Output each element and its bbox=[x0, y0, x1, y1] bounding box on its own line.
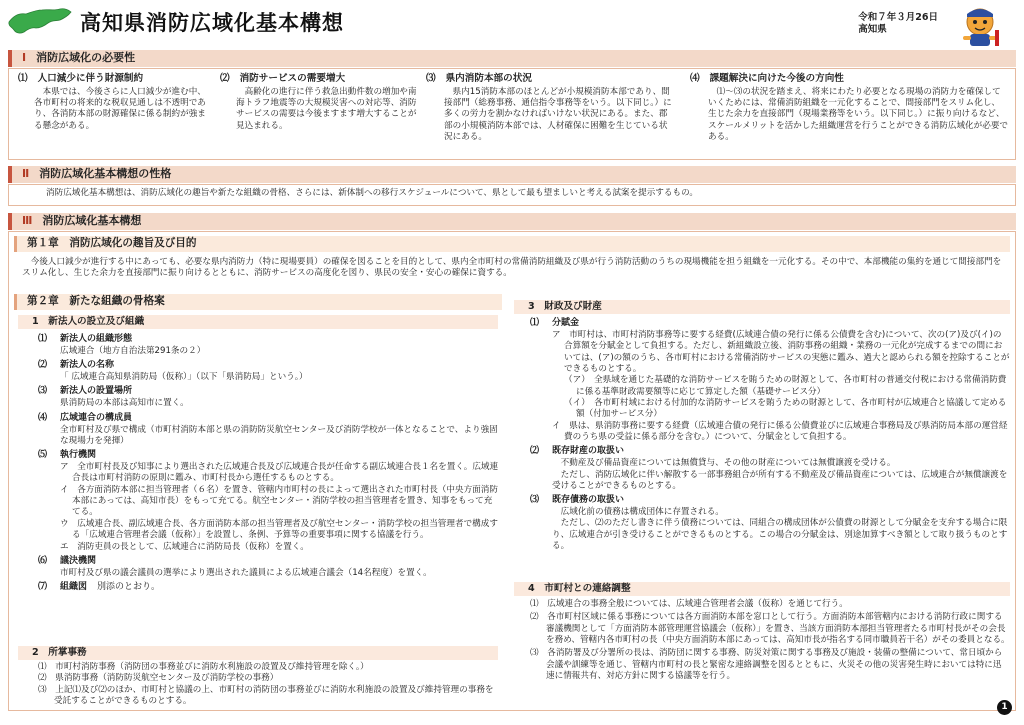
subsection-1-header: 1 新法人の設立及び組織 bbox=[18, 315, 498, 329]
item-body: ⑴～⑶の状況を踏まえ、将来にわたり必要となる現場の消防力を確保していくためには、常備消防組織を一元化することで、間接部門をスリム化し、生じた余力を直接部門（現場業務等をいう。以下同じ。）に振り向けるなど、スケールメリットを活かした組織運営を行うことができる消防広域化が必要である。 bbox=[708, 86, 1009, 143]
item-heading: 県内消防本部の状況 bbox=[445, 73, 532, 84]
item-heading: 新法人の組織形態 bbox=[60, 334, 133, 344]
item-number: ⑶ bbox=[38, 386, 48, 397]
list-item bbox=[38, 673, 500, 684]
section-3-header bbox=[8, 213, 1016, 230]
item-body: 本県では、今後さらに人口減少が進む中、各市町村の将来的な税収見通しは不透明であり、各消防本部の財源確保に係る制約が強まる懸念がある。 bbox=[34, 86, 206, 131]
date-block bbox=[858, 12, 938, 37]
item-body: 広域連合の事務全般については、広域連合管理者会議（仮称）を通じて行う。 bbox=[547, 599, 848, 609]
item-heading: 組織図 bbox=[60, 582, 88, 593]
item-number: ⑵ bbox=[530, 446, 540, 457]
item-body-1: 不動産及び備品資産については無償貸与、その他の財産については無償譲渡を受ける。 bbox=[560, 458, 896, 469]
item-number: ⑴ bbox=[38, 662, 47, 672]
chapter-1-header: 第１章 消防広域化の趣旨及び目的 bbox=[14, 236, 1010, 252]
subsection-3-body bbox=[530, 318, 1010, 552]
item-body-u: ウ 広域連合長、副広域連合長、各方面消防本部の担当管理者及び航空センター・消防学校の担当管理者で構成する「広域連合管理者会議（仮称）」を設置し、条例、予算等の重要事項に関する協議を行う。 bbox=[60, 518, 498, 541]
item-number: ⑴ bbox=[38, 334, 48, 344]
item-body: 各市町村区域に係る事務については各方面消防本部を窓口として行う。方面消防本部管轄内における消防行政に関する審議機関として「方面消防本部管理運営協議会（仮称）」を置き、当該方面消防本部担当管理者たる市町村長がその会長を務め、管轄内各市町村の長（中央方面消防本部にあっては、高知市長が指名する同市職員若干名）がその委員となる。 bbox=[546, 612, 1010, 646]
section-2-header bbox=[8, 166, 1016, 183]
item-number: ⑶ bbox=[530, 648, 539, 659]
item-number: ⑵ bbox=[38, 673, 47, 684]
section-1-col-3 bbox=[426, 73, 676, 143]
item-heading: 人口減少に伴う財源制約 bbox=[37, 73, 144, 84]
list-item bbox=[38, 582, 500, 594]
item-body: 上記⑴及び⑵のほか、市町村と協議の上、市町村の消防団の事務並びに消防水利施設の設置及び維持管理の事務を受託することができるものとする。 bbox=[54, 684, 494, 707]
item-number: ⑵ bbox=[38, 360, 48, 371]
mascot-icon bbox=[950, 4, 1010, 50]
item-heading: 新法人の設置場所 bbox=[60, 386, 133, 397]
list-item bbox=[530, 495, 1010, 552]
list-item bbox=[38, 662, 500, 673]
kochi-map-icon bbox=[6, 6, 74, 36]
chapter-2-header: 第２章 新たな組織の骨格案 bbox=[14, 294, 502, 310]
subsection-1-body bbox=[38, 334, 500, 594]
item-number: ⑷ bbox=[38, 412, 48, 423]
page-title: 高知県消防広域化基本構想 bbox=[80, 11, 344, 35]
item-number: ⑴ bbox=[530, 318, 540, 328]
item-heading: 議決機関 bbox=[60, 555, 97, 566]
item-number: ⑺ bbox=[38, 582, 48, 593]
list-item bbox=[38, 685, 500, 708]
item-heading: 分賦金 bbox=[552, 318, 580, 328]
list-item bbox=[530, 318, 1010, 443]
list-item bbox=[530, 446, 1010, 492]
subsection-3-header: 3 財政及び財産 bbox=[514, 300, 1010, 314]
section-number: Ⅲ bbox=[22, 214, 33, 228]
item-body: 県消防局の本部は高知市に置く。 bbox=[60, 398, 189, 409]
section-1-col-1 bbox=[18, 73, 213, 132]
list-item bbox=[530, 648, 1010, 682]
list-item bbox=[38, 386, 500, 409]
section-1-col-2 bbox=[220, 73, 420, 132]
item-body-a: ア 全市町村長及び知事により選出された広域連合長及び広域連合長が任命する副広域連合長１名を置く。広域連合長は市町村消防の原則に鑑み、市町村長から選任するものとする。 bbox=[60, 462, 499, 484]
item-body: 県内15消防本部のほとんどが小規模消防本部であり、間接部門（総務事務、通信指令事務等をいう。以下同じ。）に多くの労力を割かなければいけない状況にある。また、郡部の小規模消防本部では、人材確保に困難を生じている状況にある。 bbox=[444, 86, 672, 143]
section-title: 消防広域化基本構想 bbox=[42, 214, 142, 228]
section-2-body: 消防広域化基本構想は、消防広域化の趣旨や新たな組織の骨格、さらには、新体制への移行スケジュールについて、県として最も望ましいと考える試案を提示するもの。 bbox=[46, 188, 698, 198]
item-heading: 新法人の名称 bbox=[60, 360, 115, 371]
section-number: Ⅰ bbox=[22, 51, 27, 65]
item-body-a: ア 市町村は、市町村消防事務等に要する経費(広域連合債の発行に係る公債費を含む)について、次の(ア)及び(イ)の合算額を分賦金として負担する。ただし、新組織設立後、消防事務の組織・業務の一元化が完成するまでの間においては、(ア)の額のうち、各市町村における常備消防サービスの実態に鑑み、過大と認められる額を控除することができるものとする。 bbox=[552, 329, 1010, 374]
page-number: 1 bbox=[997, 700, 1012, 715]
item-body: 高齢化の進行に伴う救急出動件数の増加や南海トラフ地震等の大規模災害への対応等、消防サービスの需要は今後ますます増大することが見込まれる。 bbox=[236, 86, 417, 131]
list-item bbox=[38, 413, 500, 448]
item-body-2: ただし、⑵のただし書きに伴う債務については、同組合の構成団体が公債費の財源として分賦金を支弁する場合に限り、広域連合が引き受けることができるものとする。この場合の分賦金は、別途加算すべき額として取り扱うものとする。 bbox=[552, 518, 1008, 552]
item-body-i: イ 県は、県消防事務に要する経費（広域連合債の発行に係る公債費並びに広域連合事務局及び県消防局本部の運営経費のうち県の受益に係る部分を含む。）について、分賦金として負担する。 bbox=[552, 420, 1008, 442]
item-heading: 執行機関 bbox=[60, 450, 97, 461]
item-body-i: イ 各方面消防本部に担当管理者（６名）を置き、管轄内市町村の長によって選出された市町村長（中央方面消防本部にあっては、高知市長）をもって充てる。航空センター・消防学校の担当管理者を置き、知事をもって充てる。 bbox=[60, 484, 498, 518]
subsection-4-header: 4 市町村との連絡調整 bbox=[514, 582, 1010, 596]
chapter-1-body: 今後人口減少が進行する中にあっても、必要な県内消防力（特に現場要員）の確保を図ることを目的として、県内全市町村の常備消防組織及び県が行う消防活動のうちの現場機能を担う組織を一元化する。その中で、本部機能の集約を通じて間接部門をスリム化し、生じた余力を直接部門に振り向けるとともに、消防サービスの高度化を図り、県民の安全・安心の確保に資する。 bbox=[22, 257, 1002, 279]
section-title: 消防広域化の必要性 bbox=[36, 51, 136, 65]
item-body: 全市町村及び県で構成（市町村消防本部と県の消防防災航空センター及び消防学校が一体となることで、より強固な現場力を発揮） bbox=[60, 424, 498, 446]
issue-date: 令和７年３月26日 bbox=[858, 12, 938, 23]
item-number: ⑵ bbox=[220, 73, 230, 84]
item-number: ⑷ bbox=[690, 73, 700, 84]
item-body-1: 広域化前の債務は構成団体に存置される。 bbox=[560, 507, 724, 518]
list-item bbox=[38, 450, 500, 553]
item-body: 県消防事務（消防防災航空センター及び消防学校の事務） bbox=[55, 673, 279, 684]
item-heading: 課題解決に向けた今後の方向性 bbox=[709, 73, 844, 84]
item-number: ⑶ bbox=[38, 684, 47, 695]
item-heading: 既存債務の取扱い bbox=[552, 495, 625, 506]
item-body: 市町村及び県の議会議員の選挙により選出された議員による広域連合議会（14名程度）を置く。 bbox=[60, 567, 432, 578]
issuing-org: 高知県 bbox=[858, 24, 887, 36]
list-item bbox=[38, 334, 500, 357]
subsection-2-header: 2 所掌事務 bbox=[18, 646, 498, 660]
item-number: ⑹ bbox=[38, 555, 48, 566]
item-body: 広域連合（地方自治法第291条の２） bbox=[60, 345, 206, 356]
list-item bbox=[38, 556, 500, 579]
list-item bbox=[38, 360, 500, 383]
item-body: 別添のとおり。 bbox=[97, 582, 161, 593]
item-body-e: エ 消防吏員の長として、広域連合に消防局長（仮称）を置く。 bbox=[60, 541, 309, 552]
list-item bbox=[530, 612, 1010, 646]
list-item bbox=[530, 599, 1010, 610]
item-body-2: ただし、消防広域化に伴い解散する一部事務組合が所有する不動産及び備品資産については、広域連合が無償譲渡を受けることができるものとする。 bbox=[552, 469, 1008, 491]
item-body: 「 広域連合高知県消防局（仮称）」（以下「県消防局」という。） bbox=[60, 372, 308, 383]
item-number: ⑴ bbox=[18, 73, 28, 84]
subsection-2-body bbox=[38, 662, 500, 707]
item-body-a1: （ア） 全県域を通じた基礎的な消防サービスを賄うための財源として、各市町村の普通交付税における常備消防費に係る基準財政需要額等に応じて算定した額（基礎サービス分） bbox=[564, 375, 1007, 397]
item-heading: 既存財産の取扱い bbox=[552, 446, 625, 457]
section-title: 消防広域化基本構想の性格 bbox=[39, 167, 172, 181]
section-number: Ⅱ bbox=[22, 167, 30, 181]
subsection-4-body bbox=[530, 599, 1010, 682]
section-1-col-4 bbox=[690, 73, 1008, 143]
item-number: ⑴ bbox=[530, 599, 539, 609]
item-body: 各消防署及び分署所の長は、消防団に関する事務、防災対策に関する事務及び施設・装備の整備について、常日頃から会議や訓練等を通じ、管轄内市町村の長と緊密な連絡調整を図るとともに、火災その他の災害発生時においては特に迅速に情報共有、対応方針に関する協議等を行う。 bbox=[546, 648, 1003, 682]
item-number: ⑸ bbox=[38, 450, 48, 461]
item-number: ⑶ bbox=[426, 73, 436, 84]
item-body: 市町村消防事務（消防団の事務並びに消防水利施設の設置及び維持管理を除く。） bbox=[55, 662, 369, 672]
item-body-a2: （イ） 各市町村域における付加的な消防サービスを賄うための財源として、各市町村が広域連合と協議して定める額（付加サービス分） bbox=[564, 397, 1007, 420]
section-1-header bbox=[8, 50, 1016, 67]
item-number: ⑵ bbox=[530, 612, 539, 623]
item-heading: 広域連合の構成員 bbox=[60, 412, 133, 423]
item-heading: 消防サービスの需要増大 bbox=[239, 73, 346, 84]
item-number: ⑶ bbox=[530, 495, 540, 506]
